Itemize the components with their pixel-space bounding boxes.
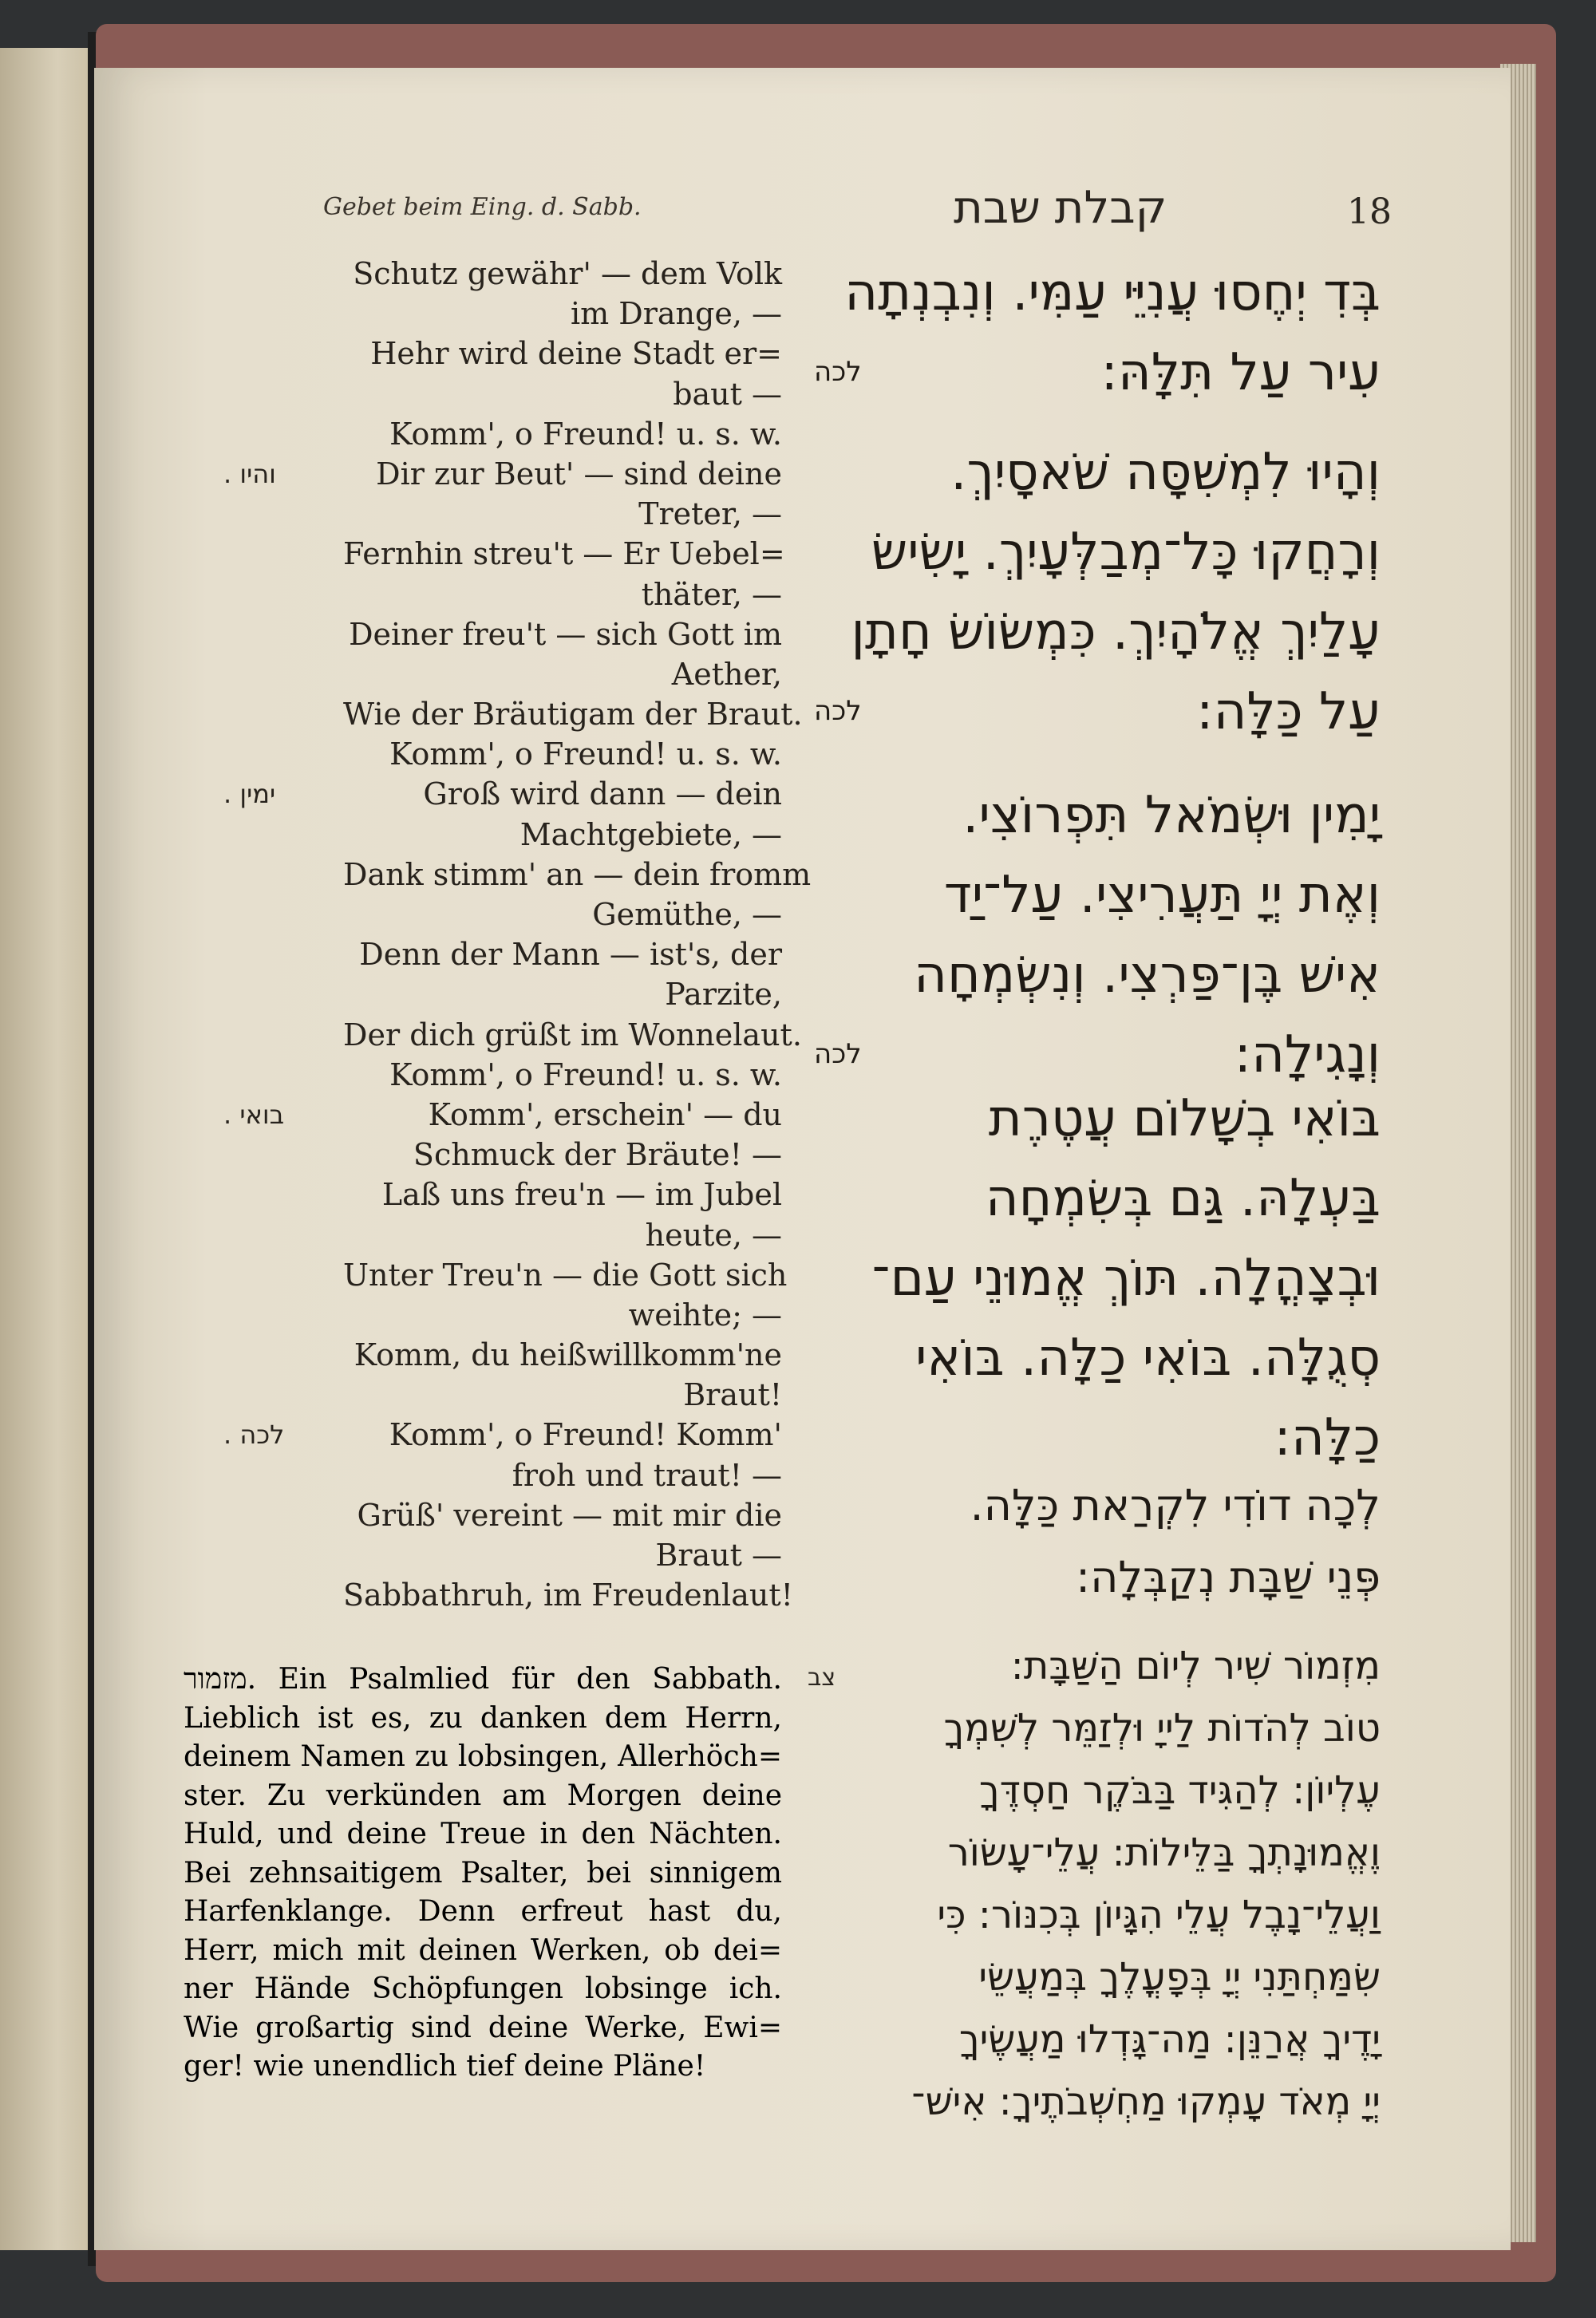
german-verse-line <box>184 1415 782 1455</box>
hebrew-line-text: עַל כַּלָּה: <box>1196 682 1381 741</box>
german-verse-line <box>184 1135 782 1175</box>
german-psalm-line <box>184 1699 782 1738</box>
german-verse-line <box>184 334 782 373</box>
german-psalm-text: Wie großartig sind deine Werke, Ewi= <box>184 2011 782 2044</box>
hebrew-line-text: לְכָה דוֹדִי לִקְרַאת כַּלָּה. <box>970 1480 1381 1530</box>
german-verse-line <box>184 1295 782 1335</box>
german-translation-column <box>184 254 812 1615</box>
german-verse-line <box>184 974 782 1014</box>
hebrew-line-stanza3 <box>806 866 1381 925</box>
german-verse-text: Unter Treu'n — die Gott sich <box>343 1257 788 1293</box>
german-verse-text: Dir zur Beut' — sind deine <box>376 456 782 492</box>
german-verse-text: Komm', o Freund! u. s. w. <box>389 736 782 772</box>
running-header-german: Gebet beim Eing. d. Sabb. <box>323 193 642 221</box>
hebrew-line-stanza4 <box>806 1408 1381 1467</box>
hebrew-line-psalm <box>806 1893 1381 1937</box>
german-psalm-paragraph <box>184 1660 782 2086</box>
german-verse-text: Komm', o Freund! u. s. w. <box>389 1056 782 1092</box>
german-verse-line <box>184 1175 782 1214</box>
hebrew-incipit-marker: לכה . <box>223 1420 285 1451</box>
german-psalm-text: ster. Zu verkünden am Morgen deine <box>184 1779 782 1812</box>
german-verse-line <box>184 855 812 894</box>
german-verse-text: Gemüthe, — <box>592 897 782 932</box>
german-psalm-line <box>184 1969 782 2008</box>
german-psalm-line <box>184 2008 782 2048</box>
hebrew-line-stanza1 <box>806 263 1381 322</box>
german-psalm-line <box>184 1776 782 1815</box>
german-verse-line <box>184 1255 788 1295</box>
german-verse-line <box>184 575 782 614</box>
hebrew-line-stanza4 <box>806 1169 1381 1228</box>
hebrew-line-psalm <box>806 2079 1381 2124</box>
german-verse-text: Parzite, <box>665 977 782 1013</box>
german-psalm-text: Herr, mich mit deinen Werken, ob dei= <box>184 1933 782 1967</box>
german-psalm-line <box>184 1737 782 1776</box>
german-verse-text: Laß uns freu'n — im Jubel <box>381 1177 782 1213</box>
hebrew-line-stanza3 <box>806 1025 1381 1084</box>
german-verse-text: Wie der Bräutigam der Braut. <box>343 697 803 733</box>
running-header-hebrew: קבלת שבת <box>954 182 1167 234</box>
hebrew-line-text: בְּדִ יְחֶסוּ עֲנִיֵּי עַמִּי. וְנִבְנְתָה <box>844 263 1381 322</box>
hebrew-line-stanza2 <box>806 523 1381 582</box>
german-verse-line <box>184 534 785 574</box>
hebrew-line-text: טוֹב לְהֹדוֹת לַייָ וּלְזַמֵּר לְשִׁמְךָ <box>943 1706 1381 1751</box>
german-verse-line <box>184 1215 782 1255</box>
german-verse-text: Groß wird dann — dein <box>423 776 782 812</box>
hebrew-line-refrain <box>806 1480 1381 1530</box>
hebrew-line-text: שִׂמַּחְתַּנִי יְיָ בְּפָעֳלֶךָ בְּמַעֲשֵׂי <box>978 1955 1381 2000</box>
hebrew-line-psalm <box>806 2017 1381 2062</box>
german-psalm-line <box>184 1854 782 1893</box>
hebrew-incipit-marker: ימין . <box>223 779 276 810</box>
german-psalm-line <box>184 1660 782 1699</box>
hebrew-line-psalm <box>806 1955 1381 2000</box>
german-psalm-text: Harfenklange. Denn erfreut hast du, <box>184 1895 782 1928</box>
hebrew-line-stanza2 <box>806 682 1381 741</box>
refrain-cue: לכה <box>814 356 862 388</box>
german-verse-line <box>184 1095 782 1135</box>
hebrew-line-text: בּוֹאִי בְשָׁלוֹם עֲטֶרֶת <box>988 1089 1381 1148</box>
german-verse-line <box>184 694 803 734</box>
hebrew-line-refrain <box>806 1552 1381 1602</box>
hebrew-line-psalm <box>806 1768 1381 1813</box>
german-verse-text: thäter, — <box>641 576 782 612</box>
german-psalm-text: ner Hände Schöpfungen lobsinge ich. <box>184 1972 782 2005</box>
german-verse-text: Schmuck der Bräute! — <box>413 1137 782 1173</box>
german-verse-line <box>184 414 782 454</box>
german-verse-text: Treter, — <box>638 496 782 532</box>
hebrew-line-stanza3 <box>806 946 1381 1005</box>
refrain-cue: לכה <box>814 1038 862 1070</box>
hebrew-line-text: סְגֻלָּה. בּוֹאִי כַלָּה. בּוֹאִי <box>915 1329 1381 1388</box>
german-verse-text: Aether, <box>671 656 782 692</box>
hebrew-line-stanza4 <box>806 1329 1381 1388</box>
hebrew-line-stanza2 <box>806 443 1381 502</box>
german-verse-text: Fernhin streu't — Er Uebel= <box>343 536 785 572</box>
hebrew-line-text: כַלָּה: <box>1274 1408 1381 1467</box>
german-verse-text: froh und traut! — <box>512 1457 782 1493</box>
german-verse-text: baut — <box>673 376 782 412</box>
hebrew-line-text: מִזְמוֹר שִׁיר לְיוֹם הַשַּׁבָּת: <box>1010 1644 1381 1688</box>
german-verse-line <box>184 934 782 974</box>
german-verse-line <box>184 734 782 774</box>
german-verse-text: Komm', o Freund! u. s. w. <box>389 416 782 452</box>
facing-page-edge <box>0 48 96 2250</box>
hebrew-line-text: בַּעְלָהּ. גַּם בְּשִׂמְחָה <box>985 1169 1381 1228</box>
german-verse-line <box>184 815 782 855</box>
hebrew-line-text: וְרָחֲקוּ כָּל־מְבַלְּעָיִךְ. יָשִׂישׂ <box>871 523 1381 582</box>
hebrew-line-text: יָמִין וּשְׂמֹאל תִּפְרוֹצִי. <box>962 786 1381 845</box>
german-verse-line <box>184 1375 782 1415</box>
german-verse-line <box>184 654 782 694</box>
german-psalm-text: Bei zehnsaitigem Psalter, bei sinnigem <box>184 1856 782 1890</box>
hebrew-line-stanza2 <box>806 602 1381 661</box>
hebrew-line-stanza1 <box>806 343 1381 402</box>
psalm-number-marker: צב <box>808 1664 836 1692</box>
german-verse-text: im Drange, — <box>571 296 782 332</box>
german-verse-text: Hehr wird deine Stadt er= <box>370 336 782 372</box>
hebrew-line-stanza3 <box>806 786 1381 845</box>
german-verse-text: weihte; — <box>628 1297 782 1333</box>
german-verse-text: Grüß' vereint — mit mir die <box>357 1497 782 1533</box>
german-verse-line <box>184 894 782 934</box>
hebrew-line-text: וּבְצָהֳלָה. תּוֹךְ אֱמוּנֵי עַם־ <box>871 1249 1381 1308</box>
hebrew-line-text: וְנָגִילָה: <box>1234 1025 1381 1084</box>
german-verse-line <box>184 494 782 534</box>
german-verse-text: Denn der Mann — ist's, der <box>359 937 782 973</box>
german-verse-line <box>184 254 782 294</box>
german-psalm-line <box>184 1931 782 1970</box>
hebrew-line-text: עָלַיִךְ אֱלֹהָיִךְ. כִּמְשׂוֹשׂ חָתָן <box>851 602 1381 661</box>
german-verse-line <box>184 1575 793 1615</box>
refrain-cue: לכה <box>814 695 862 727</box>
german-verse-text: Dank stimm' an — dein fromm <box>343 856 812 892</box>
german-verse-line <box>184 374 782 414</box>
german-verse-text: Braut! <box>683 1377 782 1413</box>
hebrew-line-stanza4 <box>806 1249 1381 1308</box>
hebrew-line-text: יְיָ מְאֹד עָמְקוּ מַחְשְׁבֹתֶיךָ: אִישׁ־ <box>911 2079 1381 2124</box>
german-psalm-text: Lieblich ist es, zu danken dem Herrn, <box>184 1701 782 1735</box>
hebrew-line-text: אִישׁ בֶּן־פַּרְצִי. וְנִשְׂמְחָה <box>914 946 1381 1005</box>
page-number: 18 <box>1347 192 1392 232</box>
german-psalm-line <box>184 1892 782 1931</box>
hebrew-line-text: וַעֲלֵי־נָבֶל עֲלֵי הִגָּיוֹן בְּכִנּוֹר: כִּי <box>937 1893 1381 1937</box>
german-verse-line <box>184 1495 782 1535</box>
german-verse-line <box>184 774 782 814</box>
german-verse-text: Komm', erschein' — du <box>428 1096 782 1132</box>
hebrew-incipit-marker: והיו . <box>223 458 276 489</box>
hebrew-line-text: פְּנֵי שַׁבָּת נְקַבְּלָה: <box>1075 1552 1381 1602</box>
german-verse-text: Schutz gewähr' — dem Volk <box>353 256 782 291</box>
hebrew-line-text: וְהָיוּ לִמְשִׁסָּה שֹׁאסָיִךְ. <box>950 443 1381 502</box>
german-psalm-line <box>184 2047 782 2086</box>
german-psalm-line <box>184 1815 782 1854</box>
german-verse-text: Machtgebiete, — <box>519 816 782 852</box>
hebrew-line-text: עִיר עַל תִּלָּהּ: <box>1100 343 1381 402</box>
german-verse-line <box>184 294 782 334</box>
german-verse-text: heute, — <box>645 1217 782 1253</box>
hebrew-line-text: יָדֶיךָ אֲרַנֵּן: מַה־גָּדְלוּ מַעֲשֶׂיךָ <box>958 2017 1381 2062</box>
german-verse-line <box>184 614 782 654</box>
hebrew-line-stanza4 <box>806 1089 1381 1148</box>
german-verse-line <box>184 454 782 494</box>
german-psalm-text: ger! wie unendlich tief deine Pläne! <box>184 2050 706 2083</box>
hebrew-line-psalm <box>806 1830 1381 1875</box>
german-verse-line <box>184 1535 782 1575</box>
hebrew-line-text: וֶאֱמוּנָתְךָ בַּלֵּילוֹת: עֲלֵי־עָשׂוֹר <box>947 1830 1381 1875</box>
german-verse-line <box>184 1055 782 1095</box>
hebrew-line-psalm <box>806 1706 1381 1751</box>
german-verse-line <box>184 1015 802 1055</box>
german-psalm-text: מזמור. Ein Psalmlied für den Sabbath. <box>184 1663 782 1696</box>
german-verse-text: Der dich grüßt im Wonnelaut. <box>343 1017 802 1052</box>
german-verse-text: Komm', o Freund! Komm' <box>389 1417 782 1453</box>
hebrew-incipit-marker: בואי . <box>223 1099 285 1130</box>
german-verse-line <box>184 1455 782 1495</box>
german-verse-text: Sabbathruh, im Freudenlaut! <box>343 1578 793 1613</box>
german-verse-text: Deiner freu't — sich Gott im <box>349 616 782 652</box>
hebrew-line-text: עֶלְיוֹן: לְהַגִּיד בַּבֹּקֶר חַסְדֶּךָ <box>978 1768 1381 1813</box>
german-verse-text: Braut — <box>655 1538 782 1573</box>
german-psalm-text: deinem Namen zu lobsingen, Allerhöch= <box>184 1740 782 1773</box>
hebrew-line-text: וְאֶת יְיָ תַּעֲרִיצִי. עַל־יַד <box>943 866 1381 925</box>
german-psalm-text: Huld, und deine Treue in den Nächten. <box>184 1818 782 1850</box>
german-verse-line <box>184 1335 782 1375</box>
german-verse-text: Komm, du heißwillkomm'ne <box>354 1337 782 1373</box>
hebrew-line-psalm <box>806 1644 1381 1688</box>
